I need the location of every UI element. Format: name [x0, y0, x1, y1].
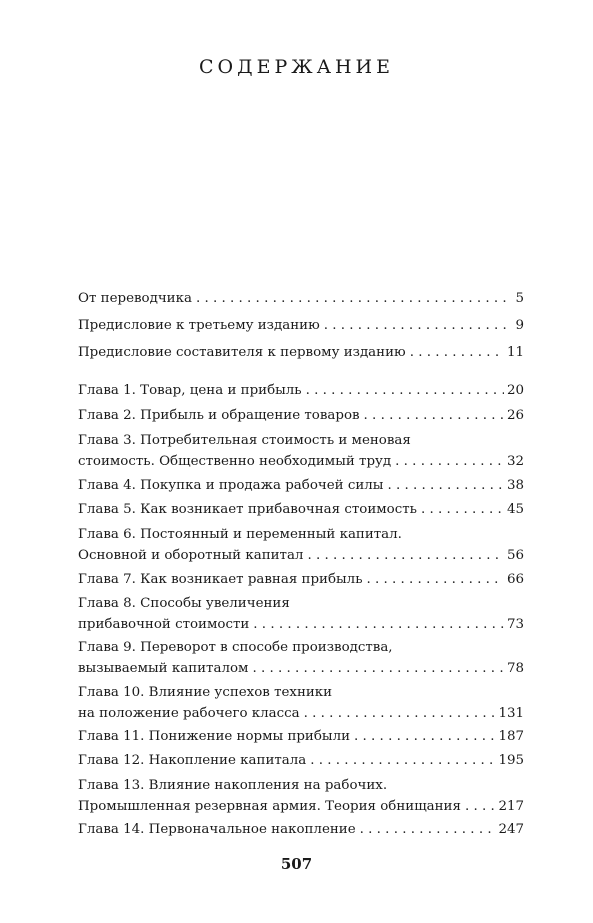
toc-entry-title-line1: Глава 13. Влияние накопления на рабочих.: [78, 778, 388, 793]
toc-entry-page: 38: [506, 478, 524, 493]
dot-leader: [364, 405, 504, 426]
toc-entry[interactable]: [78, 682, 524, 724]
toc-entry-title: Предисловие составителя к первому изданию: [78, 345, 406, 360]
toc-entry-title: Глава 12. Накопление капитала: [78, 753, 307, 768]
toc-entry-title-line1: Глава 10. Влияние успехов техники: [78, 685, 333, 700]
dot-leader: [252, 658, 504, 679]
dot-leader: [324, 315, 513, 336]
toc-entry-title: Глава 11. Понижение нормы прибыли: [78, 729, 351, 744]
toc-entry-page: 217: [498, 799, 524, 814]
toc-entry-title: Глава 5. Как возникает прибавочная стоимость: [78, 502, 417, 517]
toc-entry-title: на положение рабочего класса: [78, 706, 300, 721]
toc-entry-page: 78: [506, 661, 524, 676]
toc-entry-page: 187: [498, 729, 524, 744]
dot-leader: [421, 499, 504, 520]
dot-leader: [310, 750, 495, 771]
toc-entry[interactable]: [78, 569, 524, 590]
toc-entry[interactable]: [78, 637, 524, 679]
dot-leader: [304, 703, 496, 724]
toc-entry[interactable]: [78, 775, 524, 817]
toc-entry-page: 247: [498, 822, 524, 837]
toc-entry-title: Глава 1. Товар, цена и прибыль: [78, 383, 302, 398]
toc-entry[interactable]: [78, 726, 524, 747]
dot-leader: [196, 288, 513, 309]
toc-entry[interactable]: [78, 475, 524, 496]
dot-leader: [253, 614, 504, 635]
toc-entry-page: 9: [515, 318, 524, 333]
toc-entry-title: Глава 14. Первоначальное накопление: [78, 822, 356, 837]
dot-leader: [366, 569, 503, 590]
toc-entry-title: вызываемый капиталом: [78, 661, 249, 676]
toc-entry-title-line1: Глава 8. Способы увеличения: [78, 596, 290, 611]
dot-leader: [307, 545, 504, 566]
toc-entry-title-line1: Глава 9. Переворот в способе производства,: [78, 640, 393, 655]
toc-entry[interactable]: [78, 380, 524, 401]
dot-leader: [395, 451, 504, 472]
toc-entry-page: 73: [506, 617, 524, 632]
dot-leader: [465, 796, 496, 817]
toc-entry[interactable]: [78, 315, 524, 336]
toc-entry-page: 32: [506, 454, 524, 469]
dot-leader: [387, 475, 504, 496]
toc-entry-title: От переводчика: [78, 291, 192, 306]
toc-entry[interactable]: [78, 593, 524, 635]
dot-leader: [360, 819, 496, 840]
dot-leader: [306, 380, 504, 401]
toc-entry-title: Глава 4. Покупка и продажа рабочей силы: [78, 478, 384, 493]
toc-entry-page: 26: [506, 408, 524, 423]
toc-entry-page: 195: [498, 753, 524, 768]
toc-entry-title-line1: Глава 3. Потребительная стоимость и меновая: [78, 433, 411, 448]
toc-entry-title-line1: Глава 6. Постоянный и переменный капитал.: [78, 527, 402, 542]
toc-entry[interactable]: [78, 288, 524, 309]
toc-entry-page: 5: [515, 291, 524, 306]
toc-entry-title: Глава 7. Как возникает равная прибыль: [78, 572, 363, 587]
toc-entry[interactable]: [78, 750, 524, 771]
toc-entry[interactable]: [78, 524, 524, 566]
toc-entry-page: 66: [506, 572, 524, 587]
toc-entry-title: Глава 2. Прибыль и обращение товаров: [78, 408, 360, 423]
toc-entry[interactable]: [78, 405, 524, 426]
toc-entry-page: 56: [506, 548, 524, 563]
toc-entry[interactable]: [78, 342, 524, 363]
toc-entry-page: 131: [498, 706, 524, 721]
toc-entry-title: стоимость. Общественно необходимый труд: [78, 454, 392, 469]
page-number: 507: [280, 855, 313, 873]
dot-leader: [410, 342, 504, 363]
toc-entry[interactable]: [78, 499, 524, 520]
toc-entry-title: Промышленная резервная армия. Теория обнищания: [78, 799, 461, 814]
dot-leader: [354, 726, 495, 747]
toc-entry-title: прибавочной стоимости: [78, 617, 250, 632]
toc-entry-title: Предисловие к третьему изданию: [78, 318, 320, 333]
page-title: СОДЕРЖАНИЕ: [199, 56, 394, 78]
toc-entry-page: 20: [506, 383, 524, 398]
toc-entry[interactable]: [78, 819, 524, 840]
toc-entry-page: 45: [506, 502, 524, 517]
toc-entry[interactable]: [78, 430, 524, 472]
toc-entry-page: 11: [506, 345, 524, 360]
toc-entry-title: Основной и оборотный капитал: [78, 548, 304, 563]
